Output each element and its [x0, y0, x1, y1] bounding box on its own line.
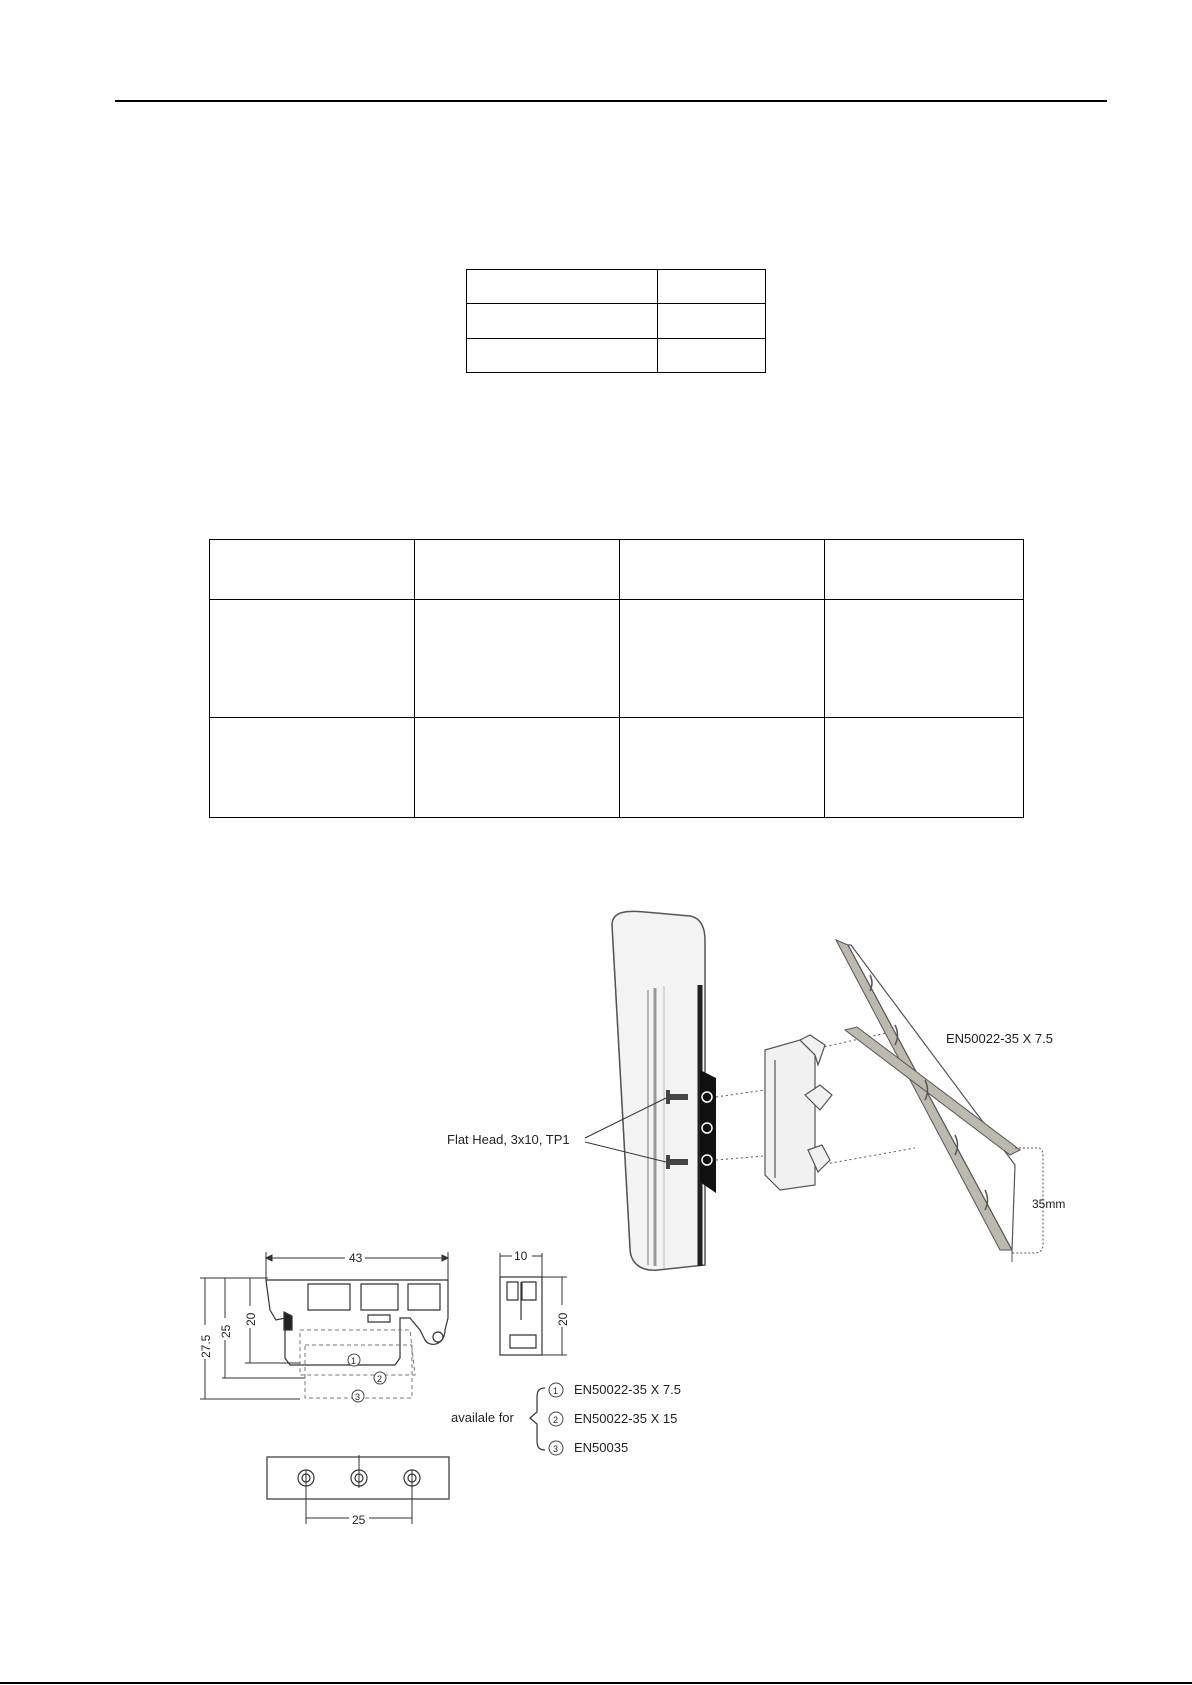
svg-text:1: 1: [351, 1356, 357, 1366]
dim-20-label: 20: [244, 1312, 258, 1326]
clip-front-view: [500, 1277, 542, 1355]
mounting-plate: [700, 1070, 716, 1193]
dim-43-label: 43: [349, 1251, 363, 1265]
svg-text:3: 3: [553, 1444, 559, 1454]
rail-label: EN50022-35 X 7.5: [946, 1031, 1053, 1046]
screw-label: Flat Head, 3x10, TP1: [447, 1132, 570, 1147]
clip-side-profile: [266, 1280, 448, 1365]
dim-27-5-label: 27.5: [199, 1334, 213, 1358]
din-clip: [765, 1035, 832, 1190]
svg-text:3: 3: [355, 1392, 361, 1402]
dim-10-label: 10: [514, 1249, 528, 1263]
device-housing: [612, 911, 705, 1270]
svg-text:2: 2: [553, 1415, 559, 1425]
svg-text:1: 1: [553, 1386, 559, 1396]
svg-text:2: 2: [377, 1374, 383, 1384]
rail-option: EN50022-35 X 7.5: [574, 1382, 681, 1397]
dim-side-20-label: 20: [556, 1312, 570, 1326]
available-label: availale for: [451, 1410, 514, 1425]
rail-option-list: [549, 1382, 681, 1455]
din-rail: [836, 940, 1020, 1262]
rail-height-label: 35mm: [1032, 1197, 1066, 1211]
availability-brace: [530, 1388, 545, 1450]
rail-option: EN50022-35 X 15: [574, 1411, 678, 1426]
dim-25-spacing-label: 25: [352, 1513, 366, 1527]
rail-option: EN50035: [574, 1440, 629, 1455]
dim-25-label: 25: [219, 1324, 233, 1338]
